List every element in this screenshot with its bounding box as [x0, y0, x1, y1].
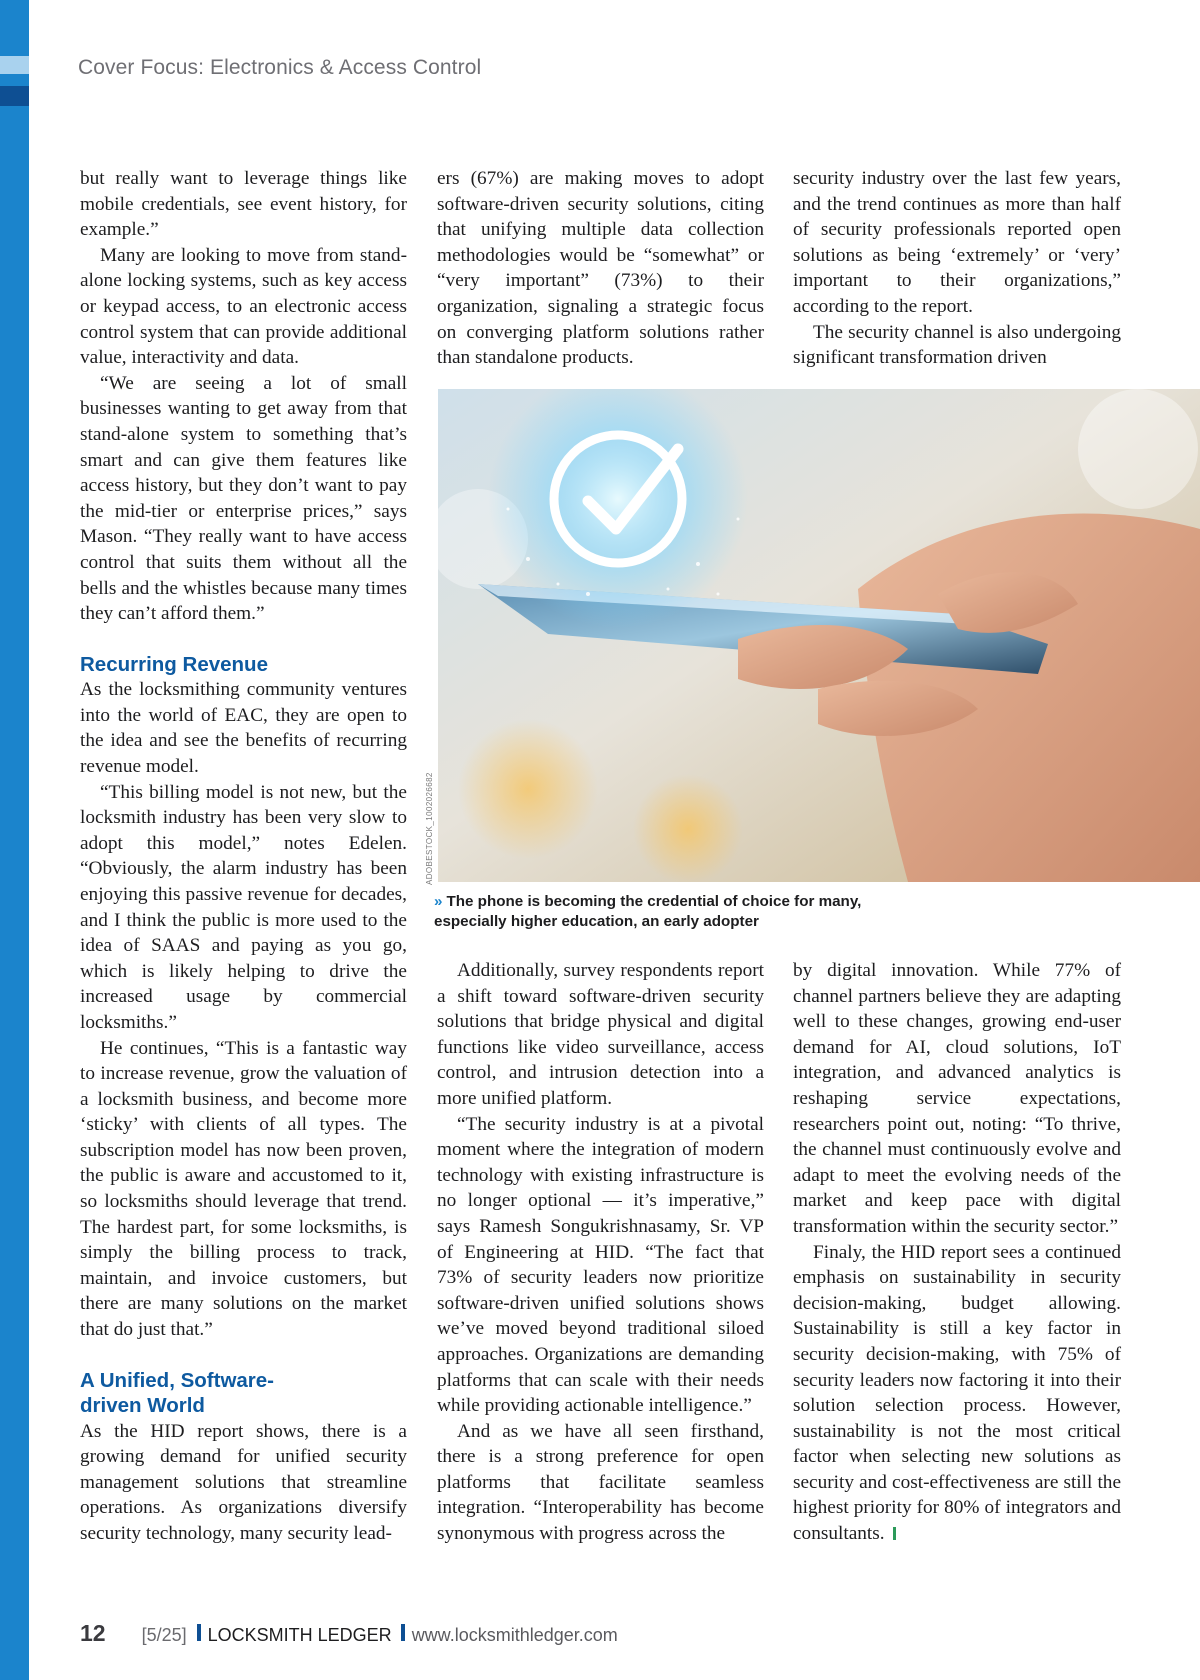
paragraph: ers (67%) are making moves to adopt software-driven security solutions, citing that unifying multiple data collection methodologies would be “somewhat” or “very important” (73%) to their organization, signaling a strategic focus on converging platform solutions rather than standalone products. — [437, 168, 764, 369]
paragraph: Additionally, survey respondents report a shift toward software-driven security solutions that bridge physical and digital functions like video surveillance, access control, and intrusion detection into a more unified platform. — [437, 960, 764, 1109]
end-mark-icon — [893, 1527, 896, 1540]
paragraph: As the HID report shows, there is a growing demand for unified security management solutions that streamline operations. As organizations diversify security technology, many security lead- — [80, 1420, 407, 1544]
paragraph: The security channel is also undergoing significant transformation driven — [793, 321, 1121, 369]
subheading-unified-world — [80, 1368, 407, 1419]
paragraph: “This billing model is not new, but the locksmith industry has been very slow to adopt this model,” notes Edelen. “Obviously, the alarm industry has been enjoying this passive revenue for decades, and I think the public is more used to the idea of SAAS and paying as you go, which is likely helping to drive the increased usage by commercial locksmiths.” — [80, 781, 407, 1033]
divider-bar — [197, 1624, 201, 1641]
paragraph: security industry over the last few years, and the trend continues as more than half of security professionals reported open solutions as being ‘extremely’ or ‘very’ important to their organizations,” according to the report. — [793, 168, 1121, 317]
left-color-bar — [0, 0, 29, 1680]
paragraph: He continues, “This is a fantastic way to increase revenue, grow the valuation of a locksmith business, and become more ‘sticky’ with clients of all types. The subscription model has now been proven, the public is aware and accustomed to it, so locksmiths should leverage that trend. The hardest part, for some locksmiths, is simply the billing process to track, maintain, and invoice customers, but there are many solutions on the market that do just that.” — [80, 1037, 407, 1341]
column-1 — [80, 166, 407, 1547]
caption-marker-icon: » — [434, 893, 443, 910]
section-tab-dark — [0, 86, 29, 106]
paragraph: but really want to leverage things like mobile credentials, see event history, for example.” — [80, 168, 407, 241]
paragraph — [793, 1240, 1121, 1547]
page-number: 12 — [80, 1620, 106, 1646]
issue-date: [5/25] — [141, 1625, 187, 1645]
website-url: www.locksmithledger.com — [411, 1625, 618, 1645]
phone-checkmark-photo — [438, 389, 1200, 882]
paragraph: by digital innovation. While 77% of channel partners believe they are adapting well to these changes, growing end-user demand for AI, cloud solutions, IoT integration, and advanced analytics is reshaping service expectations, researchers point out, noting: “To thrive, the channel must continuously evolve and adapt to meet the evolving needs of the market and keep pace with digital transformation within the security sector.” — [793, 960, 1121, 1237]
paragraph: And as we have all seen firsthand, there is a strong preference for open platforms that facilitate seamless integration. “Interoperability has become synonymous with progress across the — [437, 1420, 764, 1545]
column-3-top — [793, 166, 1121, 371]
photo-credit: ADOBESTOCK_1002026682 — [425, 772, 434, 885]
column-2-bottom — [437, 958, 764, 1547]
subheading-recurring-revenue: Recurring Revenue — [80, 652, 268, 676]
publication-name: LOCKSMITH LEDGER — [207, 1625, 392, 1645]
paragraph: Many are looking to move from stand-alone locking systems, such as key access or keypad access, to an electronic access control system that can provide additional value, interactivity and data. — [80, 244, 407, 369]
paragraph-text: Finaly, the HID report sees a continued emphasis on sustainability in security decision-making, budget allowing. Sustainability is still a key factor in security decision-making, with 75% of security leaders now factoring it into their solution selection process. However, sustainability is not the most critical factor when selecting new solutions as security and cost-effectiveness are still the highest priority for 80% of integrators and consultants. — [793, 1241, 1121, 1545]
subheading-line-1: A Unified, Software- — [80, 1368, 274, 1392]
column-2-top — [437, 166, 764, 371]
paragraph: “The security industry is at a pivotal moment where the integration of modern technology with existing infrastructure is no longer optional — it’s imperative,” says Ramesh Songukrishnasamy, Sr. VP of Engineering at HID. “The fact that 73% of security leaders now prioritize software-driven unified solutions shows we’ve moved beyond traditional siloed approaches. Organizations are demanding platforms that can scale with their needs while providing actionable intelligence.” — [437, 1113, 764, 1417]
section-tab-light — [0, 56, 29, 74]
divider-bar — [401, 1624, 405, 1641]
paragraph: As the locksmithing community ventures into the world of EAC, they are open to the idea and see the benefits of recurring revenue model. — [80, 679, 407, 777]
subheading-line-2: driven World — [80, 1394, 205, 1418]
column-3-bottom — [793, 958, 1121, 1547]
page-footer — [80, 1620, 618, 1647]
figure-caption — [434, 892, 894, 932]
section-header: Cover Focus: Electronics & Access Control — [78, 56, 482, 79]
caption-text: The phone is becoming the credential of choice for many, especially higher education, an early adopter — [434, 893, 862, 930]
paragraph: “We are seeing a lot of small businesses wanting to get away from that stand-alone system to something that’s smart and can give them features like access history, but they don’t want to pay the mid-tier or enterprise prices,” says Mason. “They really want to have access control that suits them without all the bells and the whistles because many times they can’t afford them.” — [80, 372, 407, 625]
